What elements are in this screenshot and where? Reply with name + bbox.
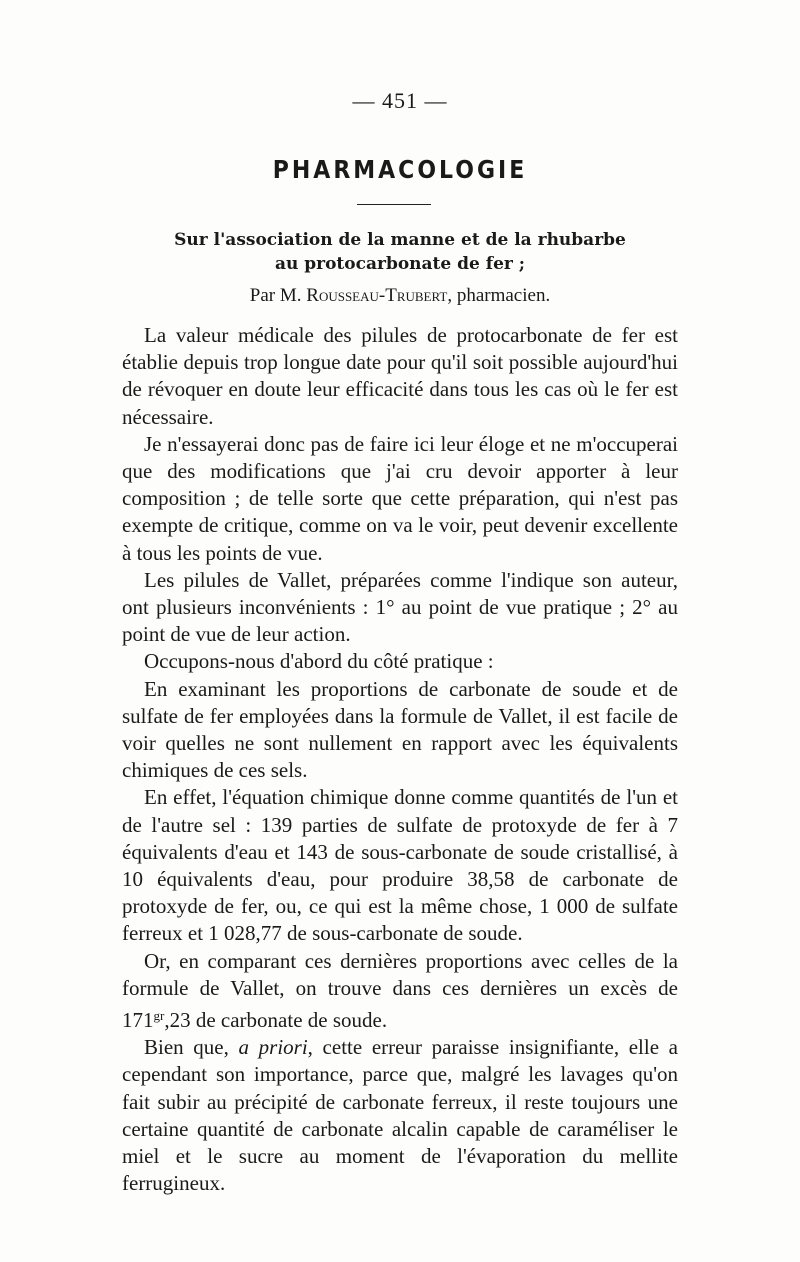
paragraph-8 <box>122 1034 678 1197</box>
article-title-line-1: Sur l'association de la manne et de la rhubarbe <box>174 230 626 250</box>
byline <box>0 285 800 307</box>
article-title <box>120 228 680 276</box>
paragraph-8-italic: a priori <box>238 1035 308 1060</box>
paragraph-1: La valeur médicale des pilules de protocarbonate de fer est établie depuis trop longue date pour qu'il soit possible aujourd'hui de révoquer en doute leur efficacité dans tous les cas où le fer est nécessaire. <box>122 323 678 429</box>
article-title-line-2: au protocarbonate de fer ; <box>274 254 526 274</box>
paragraph-5: En examinant les proportions de carbonate de soude et de sulfate de fer employées dans la formule de Vallet, il est facile de voir quelles ne sont nullement en rapport avec les équivalents chimiques de ces sels. <box>122 676 678 783</box>
page-number: — 451 — <box>352 88 448 113</box>
byline-prefix: Par M. <box>249 285 307 306</box>
paragraph-7-text-a: Or, en comparant ces dernières proportions avec celles de la formule de Vallet, on trouve dans ces dernières un excès de 171 <box>122 948 678 1033</box>
title-divider <box>357 204 431 205</box>
paragraph-8-text-a: Bien que, <box>144 1035 239 1060</box>
paragraph-7-text-b: ,23 de carbonate de soude. <box>164 1008 388 1033</box>
section-heading: PHARMACOLOGIE <box>272 156 528 185</box>
byline-suffix: , pharmacien. <box>447 285 551 306</box>
byline-author: Rousseau-Trubert <box>306 285 448 306</box>
grams-superscript: gr <box>153 1008 165 1024</box>
paragraph-2: Je n'essayerai donc pas de faire ici leur éloge et ne m'occuperai que des modifications que j'ai cru devoir apporter à leur composition ; de telle sorte que cette préparation, qui n'est pas exempte de critique, comme on va le voir, peut devenir excellente à tous les points de vue. <box>122 431 678 565</box>
paragraph-6: En effet, l'équation chimique donne comme quantités de l'un et de l'autre sel : 139 parties de sulfate de protoxyde de fer à 7 équivalents d'eau et 143 de sous-carbonate de soude cristallisé, à 10 équivalents d'eau, pour produire 38,58 de carbonate de protoxyde de fer, ou, ce qui est la même chose, 1 000 de sulfate ferreux et 1 028,77 de sous-carbonate de soude. <box>122 785 678 946</box>
paragraph-8-text-b: , cette erreur paraisse insignifiante, elle a cependant son importance, parce que, malgré les lavages qu'on fait subir au précipité de carbonate ferreux, il reste toujours une certaine quantité de carbonate alcalin capable de caraméliser le miel et le sucre au moment de l'évaporation du mellite ferrugineux. <box>122 1035 679 1196</box>
paragraph-3: Les pilules de Vallet, préparées comme l'indique son auteur, ont plusieurs inconvénients : 1° au point de vue pratique ; 2° au point de vue de leur action. <box>122 567 678 647</box>
article-body <box>122 322 678 1198</box>
paragraph-7 <box>122 948 678 1035</box>
paragraph-4: Occupons-nous d'abord du côté pratique : <box>144 649 494 674</box>
